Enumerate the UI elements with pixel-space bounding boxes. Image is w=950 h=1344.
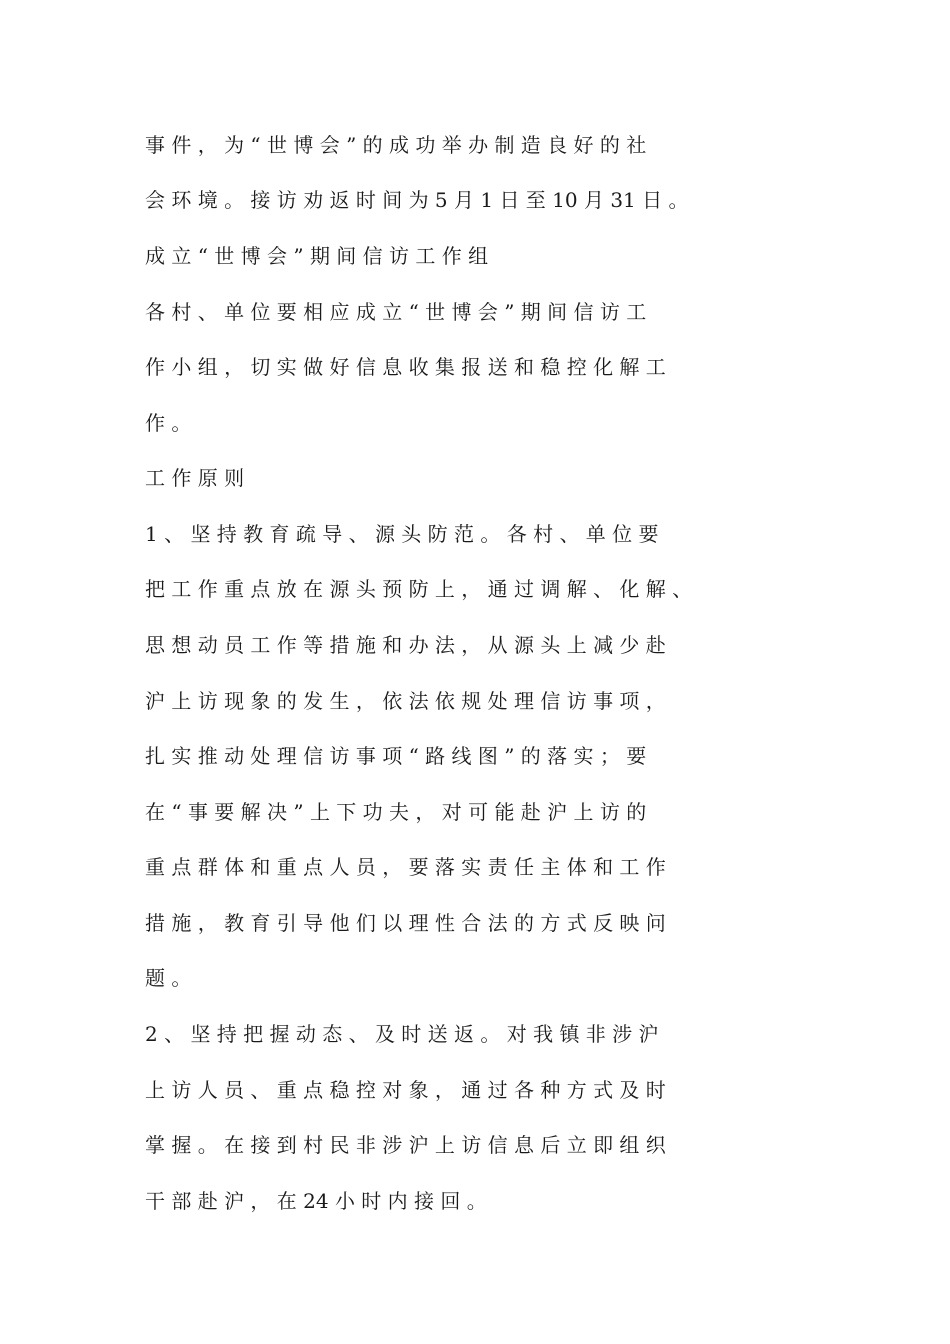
text-line-content: 作 。 — [145, 411, 192, 435]
text-line — [145, 689, 666, 713]
text-line — [145, 133, 646, 157]
text-line — [145, 188, 689, 212]
text-line — [145, 522, 659, 546]
text-line — [145, 966, 191, 990]
text-line-content: 工 作 原 则 — [145, 466, 245, 490]
text-line-content: 把 工 作 重 点 放 在 源 头 预 防 上 ， 通 过 调 解 、 化 解 、 — [145, 577, 693, 601]
text-line — [145, 633, 666, 657]
text-line — [145, 800, 646, 824]
text-line — [145, 911, 666, 935]
text-line-content: 会 环 境 。 接 访 劝 返 时 间 为 5 月 1 日 至 10 月 31 日 。 — [145, 188, 689, 212]
text-line-content: 思 想 动 员 工 作 等 措 施 和 办 法 ， 从 源 头 上 减 少 赴 — [145, 633, 666, 657]
text-line-content: 1 、 坚 持 教 育 疏 导 、 源 头 防 范 。 各 村 、 单 位 要 — [145, 522, 659, 546]
text-line — [145, 1133, 666, 1157]
text-line-content: 上 访 人 员 、 重 点 稳 控 对 象 ， 通 过 各 种 方 式 及 时 — [145, 1078, 666, 1102]
text-line-content: 重 点 群 体 和 重 点 人 员 ， 要 落 实 责 任 主 体 和 工 作 — [145, 855, 666, 879]
text-line-content: 沪 上 访 现 象 的 发 生 ， 依 法 依 规 处 理 信 访 事 项 ， — [145, 689, 666, 713]
section-heading — [145, 244, 488, 268]
text-line — [145, 744, 646, 768]
text-line-content: 措 施 ， 教 育 引 导 他 们 以 理 性 合 法 的 方 式 反 映 问 — [145, 911, 666, 935]
text-line-content: 成 立 “ 世 博 会 ” 期 间 信 访 工 作 组 — [145, 244, 489, 268]
text-line — [145, 1078, 666, 1102]
text-line-content: 作 小 组 ， 切 实 做 好 信 息 收 集 报 送 和 稳 控 化 解 工 — [145, 355, 666, 379]
text-line-content: 2 、 坚 持 把 握 动 态 、 及 时 送 返 。 对 我 镇 非 涉 沪 — [145, 1022, 659, 1046]
text-line-content: 掌 握 。 在 接 到 村 民 非 涉 沪 上 访 信 息 后 立 即 组 织 — [145, 1133, 666, 1157]
text-line — [145, 300, 646, 324]
section-heading — [145, 466, 244, 490]
text-line — [145, 1022, 659, 1046]
text-line-content: 事 件 ， 为 “ 世 博 会 ” 的 成 功 举 办 制 造 良 好 的 社 — [145, 133, 647, 157]
text-line-content: 扎 实 推 动 处 理 信 访 事 项 “ 路 线 图 ” 的 落 实 ； 要 — [145, 744, 647, 768]
text-line — [145, 855, 666, 879]
text-line — [145, 577, 692, 601]
text-line — [145, 411, 191, 435]
text-line — [145, 355, 666, 379]
text-line-content: 在 “ 事 要 解 决 ” 上 下 功 夫 ， 对 可 能 赴 沪 上 访 的 — [145, 800, 647, 824]
text-line-content: 各 村 、 单 位 要 相 应 成 立 “ 世 博 会 ” 期 间 信 访 工 — [145, 300, 647, 324]
text-line — [145, 1189, 487, 1213]
text-line-content: 题 。 — [145, 966, 192, 990]
text-line-content: 干 部 赴 沪 ， 在 24 小 时 内 接 回 。 — [145, 1189, 487, 1213]
